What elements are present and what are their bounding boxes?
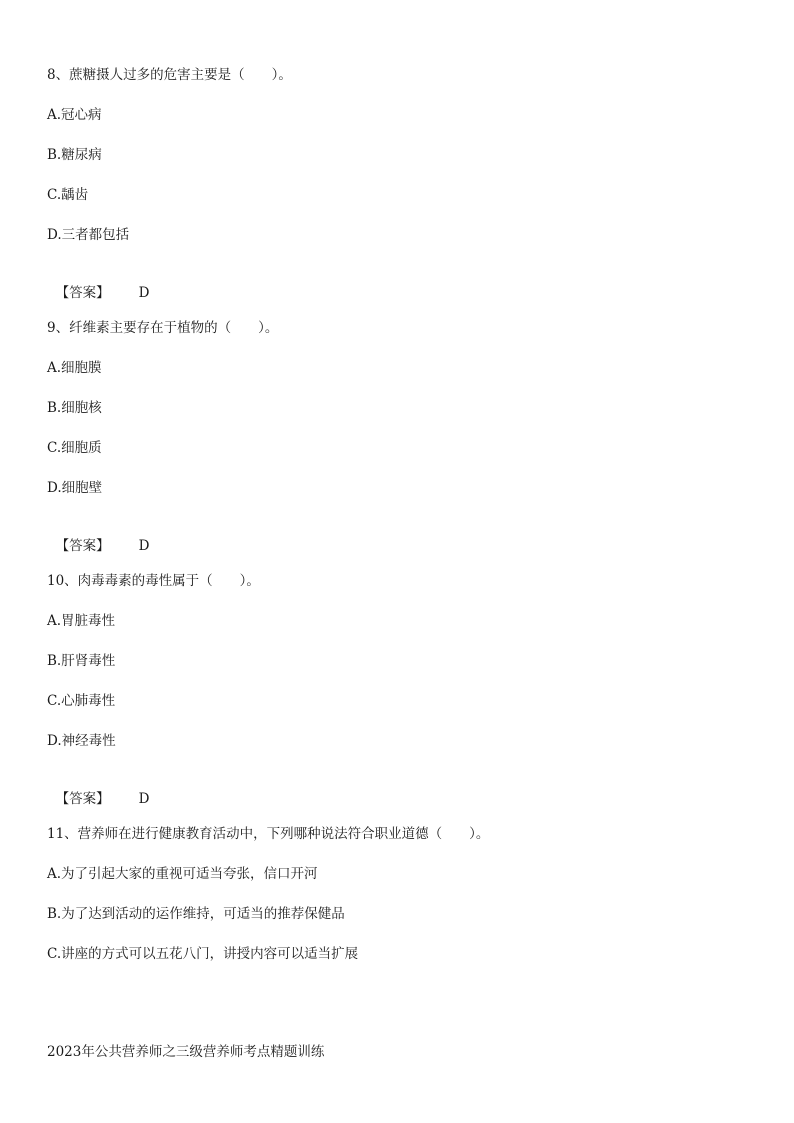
option-d: D.神经毒性 bbox=[47, 733, 116, 749]
option-a: A.为了引起大家的重视可适当夸张，信口开河 bbox=[47, 866, 318, 882]
option-c: C.细胞质 bbox=[47, 440, 102, 456]
answer-value: D bbox=[138, 538, 150, 554]
option-d: D.细胞壁 bbox=[47, 480, 103, 496]
answer-value: D bbox=[138, 285, 150, 301]
question-stem: 9、纤维素主要存在于植物的（ ）。 bbox=[47, 320, 279, 336]
option-b: B.肝肾毒性 bbox=[47, 653, 116, 669]
option-b: B.糖尿病 bbox=[47, 147, 102, 163]
option-a: A.细胞膜 bbox=[47, 360, 102, 376]
answer-row bbox=[47, 772, 149, 808]
option-a: A.胃脏毒性 bbox=[47, 613, 116, 629]
option-a: A.冠心病 bbox=[47, 107, 102, 123]
option-c: C.龋齿 bbox=[47, 187, 89, 203]
answer-label: 【答案】 bbox=[55, 791, 110, 807]
answer-row bbox=[47, 519, 149, 555]
option-b: B.为了达到活动的运作维持，可适当的推荐保健品 bbox=[47, 906, 345, 922]
option-c: C.讲座的方式可以五花八门，讲授内容可以适当扩展 bbox=[47, 946, 359, 962]
page-footer: 2023年公共营养师之三级营养师考点精题训练 bbox=[47, 1044, 325, 1060]
answer-label: 【答案】 bbox=[55, 538, 110, 554]
option-b: B.细胞核 bbox=[47, 400, 102, 416]
question-stem: 10、肉毒毒素的毒性属于（ ）。 bbox=[47, 573, 260, 589]
question-stem: 8、蔗糖摄人过多的危害主要是（ ）。 bbox=[47, 67, 292, 83]
option-d: D.三者都包括 bbox=[47, 227, 130, 243]
option-c: C.心肺毒性 bbox=[47, 693, 116, 709]
question-stem: 11、营养师在进行健康教育活动中，下列哪种说法符合职业道德（ ）。 bbox=[47, 826, 490, 842]
answer-value: D bbox=[138, 791, 150, 807]
answer-label: 【答案】 bbox=[55, 285, 110, 301]
answer-row bbox=[47, 266, 149, 302]
